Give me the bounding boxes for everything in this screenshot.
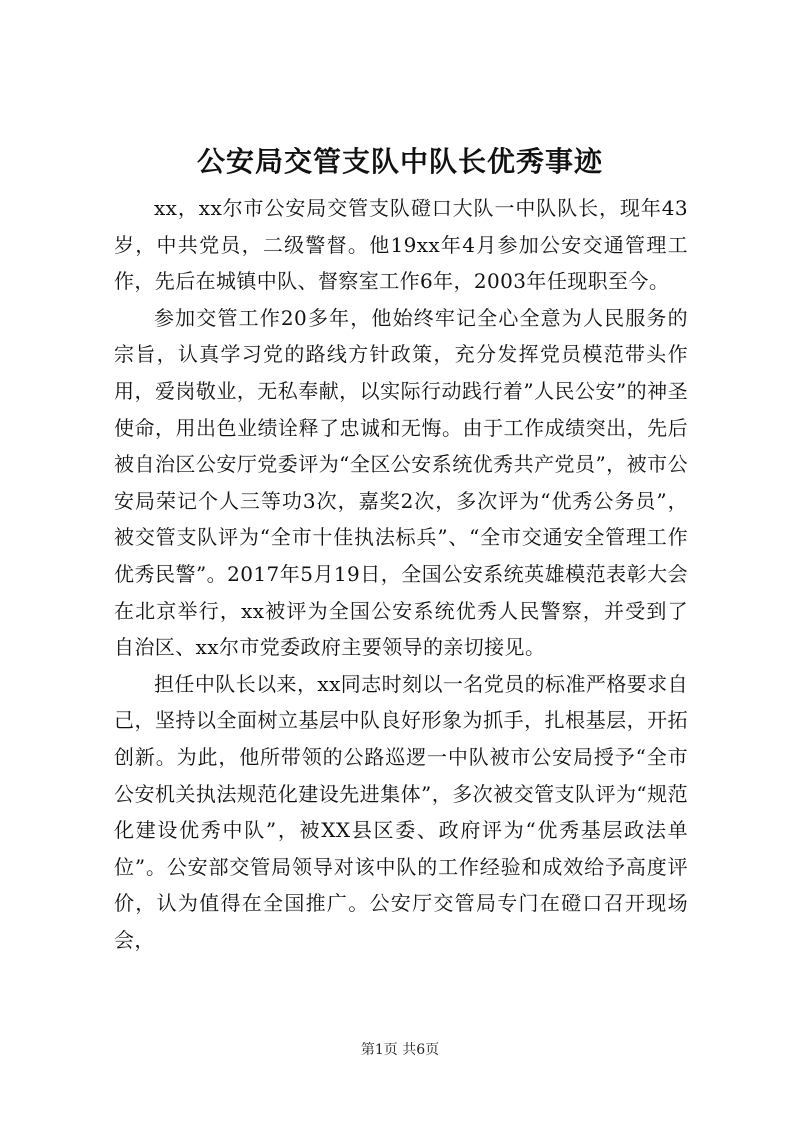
paragraph-intro: xx，xx尔市公安局交管支队磴口大队一中队队长，现年43岁，中共党员，二级警督。他19xx年4月参加公安交通管理工作，先后在城镇中队、督察室工作6年，2003年任现职至今。 — [114, 196, 688, 294]
paragraph-honors: 参加交管工作20多年，他始终牢记全心全意为人民服务的宗旨，认真学习党的路线方针政策，充分发挥党员模范带头作用，爱岗敬业，无私奉献，以实际行动践行着”人民公安”的神圣使命，用出色业绩诠释了忠诚和无悔。由于工作成绩突出，先后被自治区公安厅党委评为“全区公安系统优秀共产党员”，被市公安局荣记个人三等功3次，嘉奖2次，多次评为“优秀公务员”，被交管支队评为“全市十佳执法标兵”、“全市交通安全管理工作优秀民警”。2017年5月19日，全国公安系统英雄模范表彰大会在北京举行，xx被评为全国公安系统优秀人民警察，并受到了自治区、xx尔市党委政府主要领导的亲切接见。 — [114, 305, 688, 660]
paragraph-leadership: 担任中队长以来，xx同志时刻以一名党员的标准严格要求自己，坚持以全面树立基层中队良好形象为抓手，扎根基层，开拓创新。为此，他所带领的公路巡逻一中队被市公安局授予“全市公安机关执法规范化建设先进集体”，多次被交管支队评为“规范化建设优秀中队”，被XX县区委、政府评为“优秀基层政法单位”。公安部交管局领导对该中队的工作经验和成效给予高度评价，认为值得在全国推广。公安厅交管局专门在磴口召开现场会， — [114, 671, 688, 952]
page-footer: 第1页 共6页 — [360, 1042, 440, 1058]
document-title: 公安局交管支队中队长优秀事迹 — [196, 145, 603, 178]
document-body — [114, 190, 688, 958]
